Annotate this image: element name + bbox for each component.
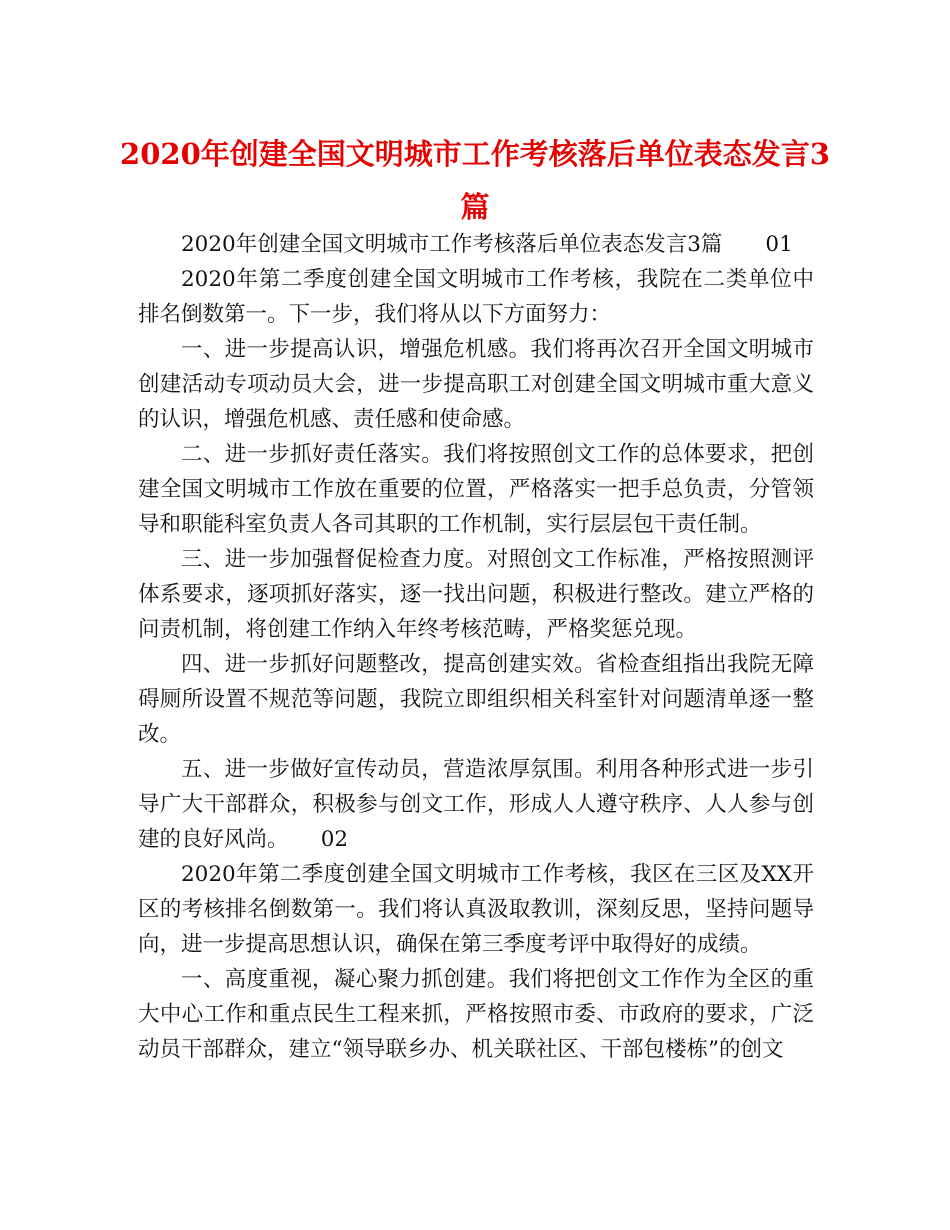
paragraph-heading-01: 2020年创建全国文明城市工作考核落后单位表态发言3篇 01 — [181, 232, 793, 257]
paragraph-intro-02: 2020年第二季度创建全国文明城市工作考核，我区在三区及XX开区的考核排名倒数第一。我们将认真汲取教训，深刻反思，坚持问题导向，进一步提高思想认识，确保在第三季度考评中取得好的成绩。 — [138, 862, 814, 957]
paragraph-point-5: 五、进一步做好宣传动员，营造浓厚氛围。利用各种形式进一步引导广大干部群众，积极参与创文工作，形成人人遵守秩序、人人参与创建的良好风尚。 02 — [138, 757, 814, 852]
paragraph-point-1: 一、进一步提高认识，增强危机感。我们将再次召开全国文明城市创建活动专项动员大会，进一步提高职工对创建全国文明城市重大意义的认识，增强危机感、责任感和使命感。 — [138, 337, 814, 432]
paragraph-intro-01: 2020年第二季度创建全国文明城市工作考核，我院在二类单位中排名倒数第一。下一步，我们将从以下方面努力： — [138, 267, 814, 327]
paragraph-point-2: 二、进一步抓好责任落实。我们将按照创文工作的总体要求，把创建全国文明城市工作放在重要的位置，严格落实一把手总负责，分管领导和职能科室负责人各司其职的工作机制，实行层层包干责任制。 — [138, 442, 814, 537]
document-body — [138, 227, 814, 1067]
paragraph-point-3: 三、进一步加强督促检查力度。对照创文工作标准，严格按照测评体系要求，逐项抓好落实，逐一找出问题，积极进行整改。建立严格的问责机制，将创建工作纳入年终考核范畴，严格奖惩兑现。 — [138, 547, 814, 642]
paragraph-point-1-02: 一、高度重视，凝心聚力抓创建。我们将把创文工作作为全区的重大中心工作和重点民生工程来抓，严格按照市委、市政府的要求，广泛动员干部群众，建立“领导联乡办、机关联社区、干部包楼栋”的创文 — [138, 967, 814, 1062]
document-title: 2020年创建全国文明城市工作考核落后单位表态发言3篇 — [120, 137, 830, 224]
paragraph-point-4: 四、进一步抓好问题整改，提高创建实效。省检查组指出我院无障碍厕所设置不规范等问题，我院立即组织相关科室针对问题清单逐一整改。 — [138, 652, 814, 747]
